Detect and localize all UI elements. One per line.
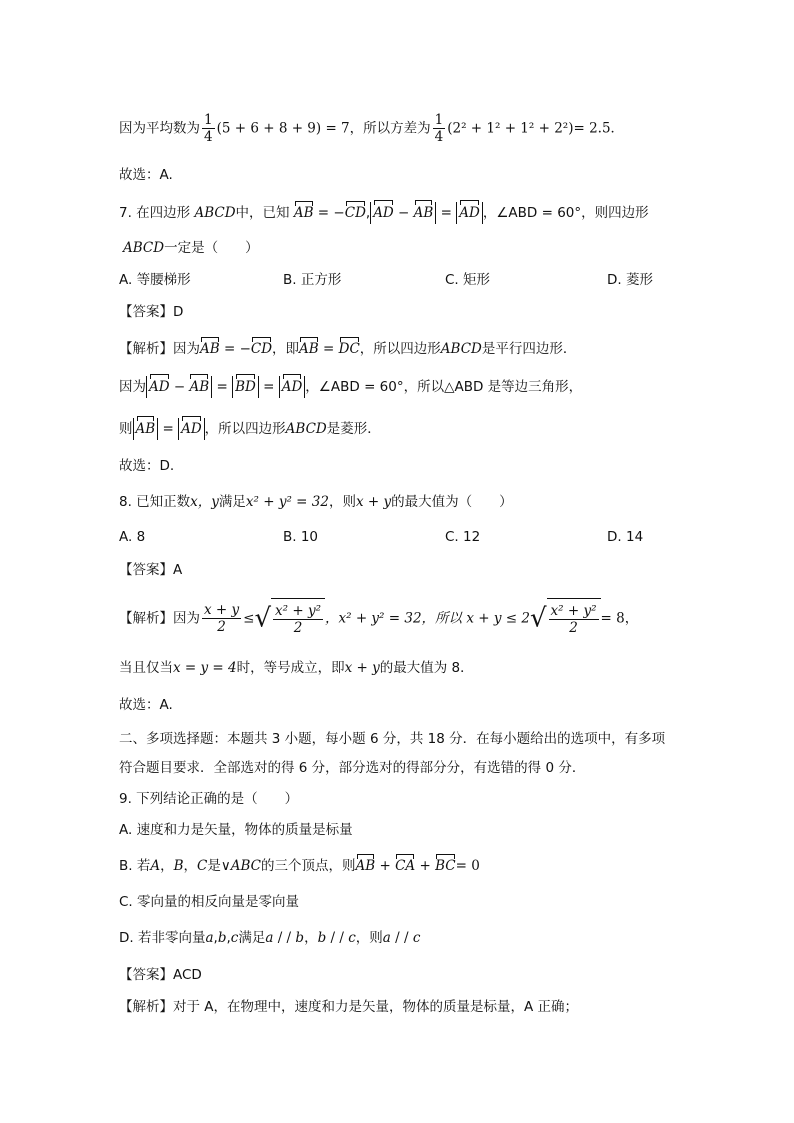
section-2-heading: 二、多项选择题：本题共 3 小题，每小题 6 分，共 18 分．在每小题给出的选项中，有多项: [119, 731, 666, 747]
explanation-7-line3: 则 AB = AD ，所以四边形ABCD是菱形．: [119, 418, 381, 440]
question-8: 8. 已知正数x，y满足x² + y² = 32，则x + y的最大值为（ ）: [119, 494, 513, 510]
answer-9: 【答案】ACD: [119, 967, 202, 983]
text: = 2.5．: [573, 120, 625, 137]
answer-8: 【答案】A: [119, 562, 183, 578]
q9-option-a: A. 速度和力是矢量，物体的质量是标量: [119, 822, 353, 838]
question-9: 9. 下列结论正确的是（ ）: [119, 791, 299, 807]
explanation-7-line2: 因为 AD − AB = BD = AD ，∠ABD = 60°，所以△ABD 是等边三角形，: [119, 376, 582, 398]
fraction: $\frac{1}{4}$: [434, 112, 444, 145]
option-a: A. 等腰梯形: [119, 272, 191, 288]
option-b: B. 10: [283, 529, 319, 545]
option-c: C. 12: [445, 529, 481, 545]
option-b: B. 正方形: [283, 272, 342, 288]
answer-select: 故选：A.: [119, 697, 173, 713]
q9-option-c: C. 零向量的相反向量是零向量: [119, 894, 300, 910]
explanation-7-line1: 【解析】因为AB = −CD，即AB = DC，所以四边形ABCD是平行四边形．: [119, 341, 577, 357]
option-d: D. 14: [607, 529, 644, 545]
question-7-cont: ABCD一定是（ ）: [123, 240, 259, 256]
text: 因为平均数为: [119, 120, 200, 137]
option-c: C. 矩形: [445, 272, 491, 288]
section-2-heading-cont: 符合题目要求．全部选对的得 6 分，部分选对的得部分分，有选错的得 0 分．: [119, 760, 586, 776]
explanation-8-line2: 当且仅当x = y = 4时，等号成立，即x + y的最大值为 8．: [119, 660, 474, 676]
text: (2² + 1² + 1² + 2²): [447, 120, 574, 137]
option-a: A. 8: [119, 529, 146, 545]
answer-select: 故选：D.: [119, 458, 175, 474]
fraction: $\frac{1}{4}$: [204, 112, 213, 145]
explanation-8-line1: 【解析】因为 $\frac{x + y}{2}$ ≤√ $\frac{\text{x² + y²}}{2}$ ，x² + y² = 32，所以 x + y ≤ 2√ $\frac{\text{x² + y²}}{2}$ = 8，: [119, 598, 638, 639]
q9-option-b: B. 若A，B，C是∨ABC的三个顶点，则AB + CA + BC= 0: [119, 858, 480, 874]
answer-7: 【答案】D: [119, 304, 184, 320]
explanation-9: 【解析】对于 A，在物理中，速度和力是矢量，物体的质量是标量，A 正确；: [119, 999, 579, 1015]
question-7: 7. 在四边形 ABCD中，已知 AB = −CD, AD − AB = AD ，∠ABD = 60°，则四边形: [119, 202, 649, 224]
text: (5 + 6 + 8 + 9) = 7，所以方差为: [216, 120, 431, 137]
option-d: D. 菱形: [607, 272, 653, 288]
q9-option-d: D. 若非零向量a,b,c满足a / / b，b / / c，则a / / c: [119, 930, 421, 946]
variance-line: [119, 112, 624, 145]
answer-select: 故选：A.: [119, 167, 173, 183]
